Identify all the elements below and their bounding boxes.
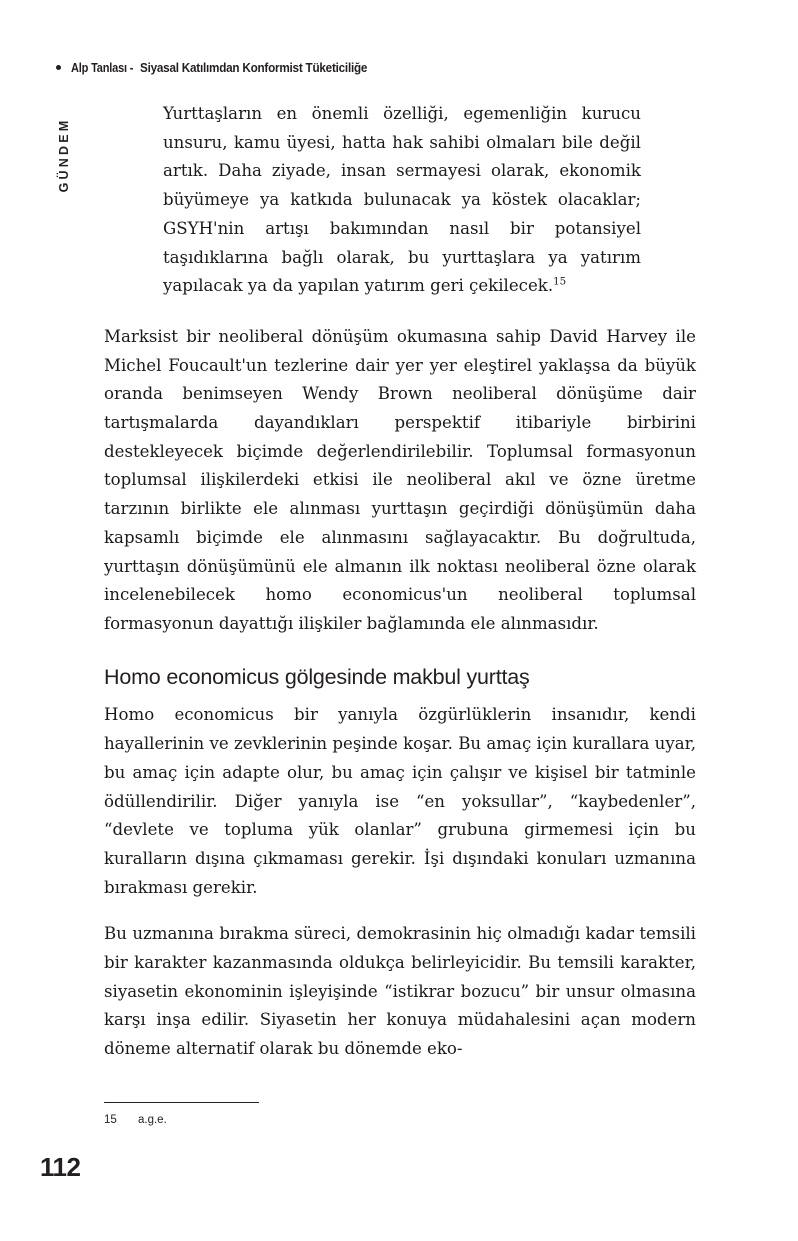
paragraph-homo-economicus-definition: Homo economicus bir yanıyla özgürlüklerin insanıdır, kendi hayallerinin ve zevklerinin peşinde koşar. Bu amaç için kurallara uyar, bu amaç için adapte olur, bu amaç için çalışır ve kişisel bir tatminle ödüllendirilir. Diğer yanıyla ise “en yoksullar”, “kaybedenler”, “devlete ve topluma yük olanlar” grubuna girmemesi için bu kuralların dışına çıkmaması gerekir. İşi dışındaki konuları uzmanına bırakması gerekir. xyxy=(104,705,696,897)
block-quote-text: Yurttaşların en önemli özelliği, egemenliğin kurucu unsuru, kamu üyesi, hatta hak sahibi olmaları bile değil artık. Daha ziyade, insan sermayesi olarak, ekonomik büyümeye ya katkıda bulunacak ya köstek olacaklar; GSYH'nin artışı bakımından nasıl bir potansiyel taşıdıklarına bağlı olarak, bu yurttaşlara ya yatırım yapılacak ya da yapılan yatırım geri çekilecek. xyxy=(163,104,641,296)
footnote-text: a.g.e. xyxy=(138,1114,167,1126)
paragraph-harvey-foucault-brown: Marksist bir neoliberal dönüşüm okumasına sahip David Harvey ile Michel Foucault'un tezlerine dair yer yer eleştirel yaklaşsa da büyük oranda benimseyen Wendy Brown neoliberal dönüşüme dair tartışmalarda dayandıkları perspektif itibariyle birbirini destekleyecek biçimde değerlendirilebilir. Toplumsal formasyonun toplumsal ilişkilerdeki etkisi ile neoliberal akıl ve özne üretme tarzının birlikte ele alınması yurttaşın geçirdiği dönüşümün daha kapsamlı biçimde ele alınmasını sağlayacaktır. Bu doğrultuda, yurttaşın dönüşümünü ele almanın ilk noktası neoliberal özne olarak incelenebilecek homo economicus'un neoliberal toplumsal formasyonun dayattığı ilişkiler bağlamında ele alınmasıdır. xyxy=(104,326,696,633)
paragraph-temsili-karakter: Bu uzmanına bırakma süreci, demokrasinin hiç olmadığı kadar temsili bir karakter kazanmasında oldukça belirleyicidir. Bu temsili karakter, siyasetin ekonominin işleyişinde “istikrar bozucu” bir unsur olmasına karşı inşa edilir. Siyasetin her konuya müdahalesini açan modern döneme alternatif olarak bu dönemde eko- xyxy=(104,924,696,1059)
footnote-number: 15 xyxy=(104,1114,117,1126)
block-quote xyxy=(104,100,696,301)
footnote-item xyxy=(104,1112,696,1128)
margin-section-tab xyxy=(52,100,76,210)
running-header xyxy=(56,60,392,75)
page-number: 112 xyxy=(40,1152,81,1182)
margin-section-tab-label: GÜNDEM xyxy=(57,117,71,193)
section-heading: Homo economicus gölgesinde makbul yurttaş xyxy=(104,664,530,689)
header-article-title: Siyasal Katılımdan Konformist Tüketiciliğe xyxy=(139,60,368,75)
bullet-dot-icon xyxy=(56,65,61,70)
footnote-reference-15: 15 xyxy=(553,275,567,288)
footnote-separator-rule xyxy=(104,1102,259,1103)
text-column xyxy=(104,100,696,1064)
footnote-area xyxy=(104,1102,696,1128)
header-author-name: Alp Tanlası - xyxy=(71,60,134,75)
